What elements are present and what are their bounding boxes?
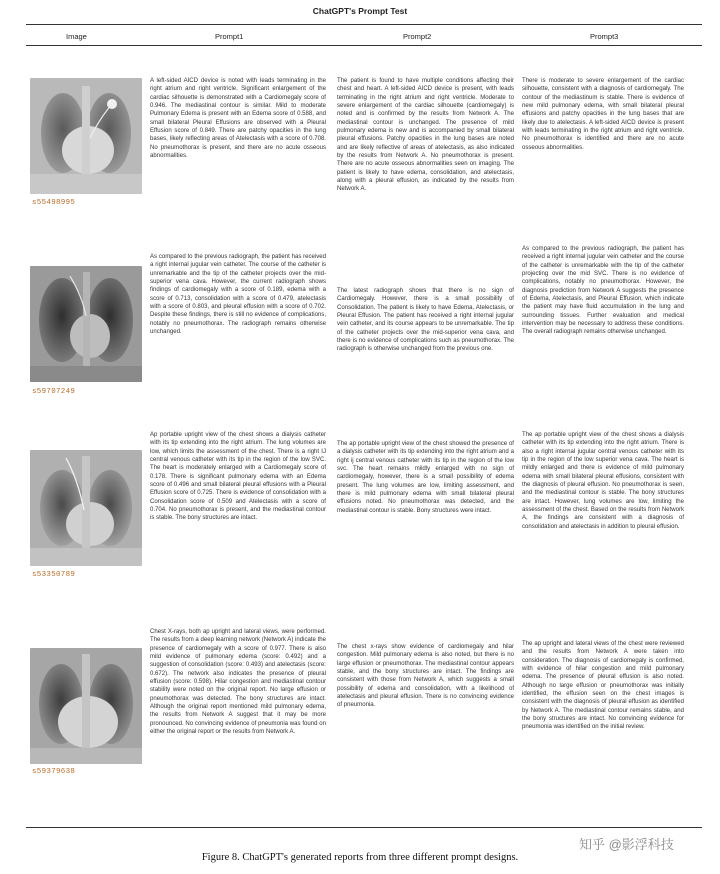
- report-cell: As compared to the previous radiograph, the patient has received a right internal jugular vein catheter and the course of the catheter is unremarkable with the tip of the catheter projecting over the mid SVC. There is no evidence of complications, notably no pneumothorax. However, the diagnosis prediction from Network A suggests the presence of Edema, Atelectasis, and Pleural Effusion, which indicate the patient may have fluid accumulation in the lung and surrounding tissues. Further evaluation and medical intervention may be necessary to address these conditions. The overall radiograph remains otherwise unchanged.: [522, 246, 684, 336]
- report-cell: The ap portable upright view of the chest shows a dialysis catheter with its tip extending into the right atrium. There is also a right internal jugular central venous catheter with its tip in the region of the low superior vena cava. The heart is mildly enlarged and there is evidence of mild pulmonary edema with small bilateral pleural effusions, consistent with the diagnosis of pleural effusion. No pneumothorax is seen, and the mediastinal contour is stable. The bony structures are intact. However, lung volumes are low, limiting the assessment of the chest. Based on the results from Network A, the findings are consistent with a diagnosis of consolidation and atelectasis in addition to pleural effusion.: [522, 432, 684, 530]
- report-cell: The chest x-rays show evidence of cardiomegaly and hilar congestion. Mild pulmonary edema is also noted, but there is no large effusion or pneumothorax. The mediastinal contour appears stable, and the bony structures are intact. The findings are consistent with those from Network A, which suggests a small possibility of edema and consolidation, with a likelihood of atelectasis and pleural effusion. There is no convincing evidence of pneumonia.: [337, 644, 514, 709]
- header-rule: [26, 45, 702, 46]
- header-image: Image: [66, 32, 87, 41]
- header-prompt3: Prompt3: [590, 32, 619, 41]
- study-id: s55498995: [32, 199, 76, 207]
- report-cell: The ap portable upright view of the chest showed the presence of a dialysis catheter with its tip extending into the right atrium and a right ij central venous catheter with its tip in the region of the low svc. The heart remains mildly enlarged with no sign of cardiomegaly, however, there is a small possibility of edema present. The lung volumes are low, limiting assessment, and there is mild pulmonary edema with small bilateral pleural effusions noted. No pneumothorax was detected, and the mediastinal contour is stable. Bony structures were intact.: [337, 441, 514, 514]
- report-cell: Chest X-rays, both ap upright and lateral views, were performed. The results from a deep learning network (Network A) indicate the presence of cardiomegaly with a score of 0.977. There is also mild evidence of pulmonary edema (score: 0.492) and a suggestion of consolidation (score: 0.493) and atelectasis (score: 0.672). The network also indicates the presence of pleural effusion (score: 0.598). Hilar congestion and mediastinal contour stability were noted on the original report. No large effusion or pneumothorax was detected. The bony structures are intact. Although the original report mentioned mild pulmonary edema, the results from Network A suggest that it may be more pronounced. No convincing evidence of pneumonia was found on either the original report or the results from Network A.: [150, 629, 326, 736]
- report-cell: The patient is found to have multiple conditions affecting their chest and heart. A left-sided AICD device is present, with leads terminating in the right atrium and right ventricle. Moderate to severe enlargement of the cardiac silhouette (cardiomegaly) is noted and is confirmed by the results from Network A. The mediastinal contour is unchanged. The presence of mild pulmonary edema is new and is accompanied by small bilateral pleural effusions. Patchy opacities in the lung bases are noted and are likely reflective of areas of atelectasis, as also indicated by the results from Network A. No pneumothorax is present. There are no acute osseous abnormalities seen on imaging. The patient is likely to have edema, consolidation, and atelectasis, along with a pleural effusion, as indicated by the results from Network A.: [337, 78, 514, 193]
- report-cell: As compared to the previous radiograph, the patient has received a right internal jugular vein catheter. The course of the catheter is unremarkable and the tip of the catheter projects over the mid-superior vena cava. However, the current radiograph shows findings of cardiomegaly with a score of 0.189, edema with a score of 0.713, consolidation with a score of 0.479, atelectasis with a score of 0.803, and pleural effusion with a score of 0.702. Despite these findings, there is still no evidence of complications, notably no pneumothorax. The radiograph remains otherwise unchanged.: [150, 254, 326, 336]
- xray-image-1: [30, 78, 142, 194]
- table-title: ChatGPT's Prompt Test: [312, 6, 408, 16]
- watermark: [579, 834, 674, 853]
- xray-image-3: [30, 450, 142, 566]
- report-cell: The latest radiograph shows that there is no sign of Cardiomegaly. However, there is a small possibility of Consolidation. The patient is likely to have Edema, Atelectasis, or Pleural Effusion. The patient has received a right internal jugular vein catheter, and its course appears to be unremarkable. The tip of the catheter projects over the mid-superior vena cava, and there is no evidence of complications such as pneumothorax. The radiograph is otherwise unchanged from the previous one.: [337, 288, 514, 353]
- header-prompt2: Prompt2: [403, 32, 432, 41]
- study-id: s53350789: [32, 571, 76, 579]
- top-rule: [26, 24, 702, 25]
- watermark-text: 知乎 @影浮科技: [579, 837, 674, 852]
- report-cell: There is moderate to severe enlargement of the cardiac silhouette, consistent with a diagnosis of cardiomegaly. The contour of the mediastinum is stable. There is evidence of new mild pulmonary edema, with small bilateral pleural effusions and patchy opacities in the lung bases that are likely due to atelectasis. A left-sided AICD device is present with leads terminating in the right atrium and right ventricle. No pneumothorax is identified and there are no acute osseous abnormalities.: [522, 78, 684, 151]
- bottom-rule: [26, 827, 702, 828]
- header-prompt1: Prompt1: [215, 32, 244, 41]
- xray-image-4: [30, 648, 142, 764]
- study-id: s59379638: [32, 768, 76, 776]
- study-id: s59707249: [32, 388, 76, 396]
- xray-image-2: [30, 266, 142, 382]
- report-cell: Ap portable upright view of the chest shows a dialysis catheter with its tip extending into the right atrium. The lung volumes are low, which limits the assessment of the chest. There is a right IJ central venous catheter with its tip in the region of the low SVC. The heart is moderately enlarged with a Cardiomegaly score of 0.178. There is significant pulmonary edema with an Edema score of 0.496 and small bilateral pleural effusions with a Pleural Effusion score of 0.725. There is evidence of consolidation with a Consolidation score of 0.509 and Atelectasis with a score of 0.704. No pneumothorax is present, and the mediastinal contour is stable. The bony structures are intact.: [150, 432, 326, 522]
- report-cell: A left-sided AICD device is noted with leads terminating in the right atrium and right ventricle. Significant enlargement of the cardiac silhouette is demonstrated with a Cardiomegaly score of 0.946. The mediastinal contour is similar. Mild to moderate Pulmonary Edema is present with an Edema score of 0.588, and small bilateral Pleural Effusions are observed with a Pleural Effusion score of 0.849. There are patchy opacities in the lung bases, likely reflecting areas of Atelectasis with a score of 0.708. No pneumothorax is present, and there are no acute osseous abnormalities.: [150, 78, 326, 160]
- report-cell: The ap upright and lateral views of the chest were reviewed and the results from Network A were taken into consideration. The diagnosis of cardiomegaly is confirmed, with evidence of hilar congestion and mild pulmonary edema. The presence of pleural effusion is also noted. Although no large effusion or pneumothorax was initially identified, the effusion seen on the chest images is consistent with the diagnosis of pleural effusion as identified by Network A. The mediastinal contour remains stable, and the bony structures are intact. No convincing evidence for pneumonia was identified on the initial review.: [522, 641, 684, 731]
- figure-caption: Figure 8. ChatGPT's generated reports from three different prompt designs.: [201, 852, 519, 863]
